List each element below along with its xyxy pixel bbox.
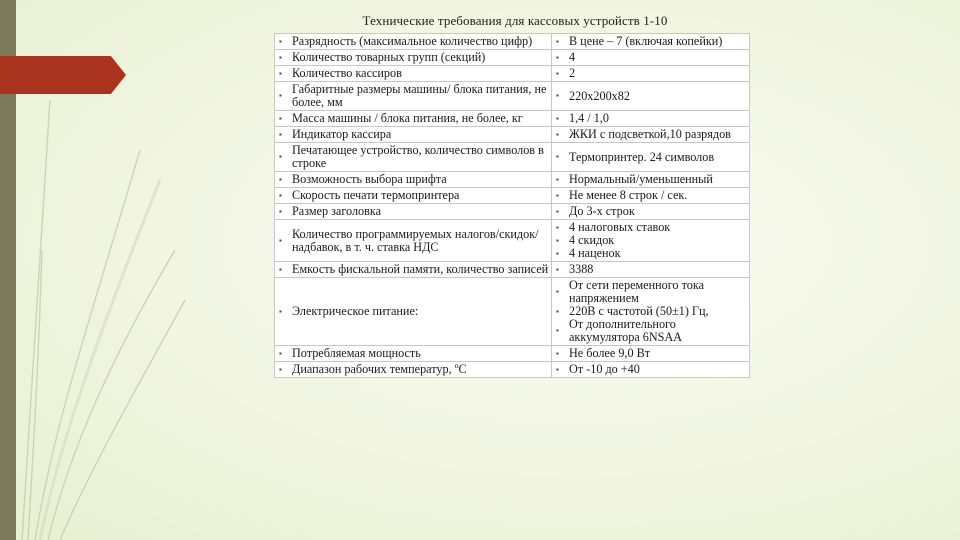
parameter-cell bbox=[275, 278, 552, 346]
parameter-cell bbox=[275, 362, 552, 378]
value-text: 4 налоговых ставок bbox=[569, 220, 671, 234]
bullet-icon: ▪ bbox=[556, 287, 559, 296]
bullet-icon: ▪ bbox=[556, 91, 559, 100]
bullet-icon: ▪ bbox=[556, 68, 559, 78]
value-text: Термопринтер. 24 символов bbox=[569, 149, 715, 164]
value-line bbox=[556, 172, 747, 186]
parameter-cell bbox=[275, 172, 552, 188]
table-row bbox=[275, 111, 750, 127]
bullet-icon: ▪ bbox=[556, 206, 559, 216]
bullet-icon: ▪ bbox=[279, 113, 282, 123]
value-text: Нормальный/уменьшенный bbox=[569, 172, 713, 186]
value-text: До 3-х строк bbox=[569, 204, 635, 218]
parameter-cell bbox=[275, 220, 552, 262]
bullet-icon: ▪ bbox=[556, 190, 559, 200]
parameter-cell bbox=[275, 127, 552, 143]
accent-arrow-shape bbox=[0, 56, 126, 94]
value-line bbox=[556, 204, 747, 218]
table-row bbox=[275, 34, 750, 50]
bullet-icon: ▪ bbox=[279, 306, 282, 316]
table-row bbox=[275, 220, 750, 262]
bullet-icon: ▪ bbox=[556, 235, 559, 245]
bullet-icon: ▪ bbox=[556, 152, 559, 161]
value-cell bbox=[552, 188, 750, 204]
bullet-icon: ▪ bbox=[556, 36, 559, 46]
value-cell bbox=[552, 278, 750, 346]
value-text: 2 bbox=[569, 66, 576, 80]
value-text: Не менее 8 строк / сек. bbox=[569, 188, 688, 202]
bullet-icon: ▪ bbox=[556, 326, 559, 335]
value-text: 4 скидок bbox=[569, 233, 615, 247]
value-line bbox=[556, 88, 747, 103]
parameter-cell bbox=[275, 346, 552, 362]
parameter-label: Электрическое питание: bbox=[292, 304, 419, 318]
parameter-cell bbox=[275, 82, 552, 111]
bullet-icon: ▪ bbox=[556, 129, 559, 139]
value-line bbox=[556, 66, 747, 80]
value-cell bbox=[552, 262, 750, 278]
value-text: В цене – 7 (включая копейки) bbox=[569, 34, 723, 48]
bullet-icon: ▪ bbox=[556, 113, 559, 123]
bullet-icon: ▪ bbox=[556, 174, 559, 184]
table-row bbox=[275, 362, 750, 378]
value-text: Не более 9,0 Вт bbox=[569, 346, 651, 360]
bullet-icon: ▪ bbox=[556, 248, 559, 258]
parameter-label: Возможность выбора шрифта bbox=[292, 172, 447, 186]
value-text: 220В с частотой (50±1) Гц, bbox=[569, 304, 709, 318]
table-row bbox=[275, 346, 750, 362]
bullet-icon: ▪ bbox=[279, 190, 282, 200]
bullet-icon: ▪ bbox=[279, 364, 282, 374]
parameter-label: Масса машины / блока питания, не более, кг bbox=[292, 111, 523, 125]
table-row bbox=[275, 127, 750, 143]
parameter-cell bbox=[275, 66, 552, 82]
value-cell bbox=[552, 66, 750, 82]
table-row bbox=[275, 172, 750, 188]
value-line bbox=[556, 188, 747, 202]
parameter-label: Размер заголовка bbox=[292, 204, 382, 218]
value-cell bbox=[552, 111, 750, 127]
value-line bbox=[556, 317, 747, 344]
value-cell bbox=[552, 346, 750, 362]
parameter-label: Скорость печати термопринтера bbox=[292, 188, 460, 202]
bullet-icon: ▪ bbox=[556, 364, 559, 374]
table-row bbox=[275, 188, 750, 204]
table-row bbox=[275, 262, 750, 278]
value-line bbox=[556, 149, 747, 164]
bullet-icon: ▪ bbox=[556, 348, 559, 358]
table-row bbox=[275, 278, 750, 346]
parameter-cell bbox=[275, 188, 552, 204]
value-text: От -10 до +40 bbox=[569, 362, 640, 376]
bullet-icon: ▪ bbox=[279, 348, 282, 358]
value-text: 1,4 / 1,0 bbox=[569, 111, 609, 125]
bullet-icon: ▪ bbox=[279, 68, 282, 78]
value-line bbox=[556, 111, 747, 125]
value-cell bbox=[552, 362, 750, 378]
bullet-icon: ▪ bbox=[556, 222, 559, 232]
bullet-icon: ▪ bbox=[556, 52, 559, 62]
parameter-label: Количество товарных групп (секций) bbox=[292, 50, 486, 64]
parameter-label: Емкость фискальной памяти, количество записей bbox=[292, 262, 549, 276]
table-row bbox=[275, 204, 750, 220]
parameter-label: Индикатор кассира bbox=[292, 127, 392, 141]
value-cell bbox=[552, 143, 750, 172]
bullet-icon: ▪ bbox=[556, 264, 559, 274]
parameter-cell bbox=[275, 34, 552, 50]
parameter-cell bbox=[275, 111, 552, 127]
value-cell bbox=[552, 82, 750, 111]
parameter-label: Потребляемая мощность bbox=[292, 346, 421, 360]
value-line bbox=[556, 346, 747, 360]
parameter-label: Габаритные размеры машины/ блока питания, не более, мм bbox=[292, 82, 547, 109]
value-text: ЖКИ с подсветкой,10 разрядов bbox=[569, 127, 731, 141]
bullet-icon: ▪ bbox=[279, 264, 282, 274]
value-line bbox=[556, 362, 747, 376]
parameter-cell bbox=[275, 204, 552, 220]
bullet-icon: ▪ bbox=[279, 91, 282, 100]
value-line bbox=[556, 278, 747, 305]
value-text: От сети переменного тока напряжением bbox=[569, 278, 704, 305]
value-cell bbox=[552, 127, 750, 143]
bullet-icon: ▪ bbox=[279, 152, 282, 161]
bullet-icon: ▪ bbox=[279, 52, 282, 62]
table-row bbox=[275, 143, 750, 172]
parameter-label: Количество программируемых налогов/скидок/надбавок, в т. ч. ставка НДС bbox=[292, 226, 539, 254]
value-text: 220х200х82 bbox=[569, 88, 630, 103]
parameter-cell bbox=[275, 262, 552, 278]
parameter-cell bbox=[275, 50, 552, 66]
table-row bbox=[275, 82, 750, 111]
value-cell bbox=[552, 172, 750, 188]
value-cell bbox=[552, 204, 750, 220]
value-line bbox=[556, 50, 747, 64]
bullet-icon: ▪ bbox=[556, 306, 559, 316]
value-line bbox=[556, 127, 747, 141]
value-text: 4 bbox=[569, 50, 576, 64]
value-cell bbox=[552, 220, 750, 262]
table-row bbox=[275, 66, 750, 82]
slide-title: Технические требования для кассовых устройств 1-10 bbox=[362, 13, 668, 28]
value-text: От дополнительного аккумулятора 6NSAA bbox=[569, 317, 683, 344]
parameter-label: Печатающее устройство, количество символов в строке bbox=[292, 143, 544, 170]
value-line bbox=[556, 246, 747, 260]
parameter-cell bbox=[275, 143, 552, 172]
value-cell bbox=[552, 50, 750, 66]
bullet-icon: ▪ bbox=[279, 174, 282, 184]
requirements-table bbox=[274, 33, 750, 378]
bullet-icon: ▪ bbox=[279, 235, 282, 245]
bullet-icon: ▪ bbox=[279, 36, 282, 46]
value-cell bbox=[552, 34, 750, 50]
value-text: 4 наценок bbox=[569, 246, 621, 260]
parameter-label: Диапазон рабочих температур, ºС bbox=[292, 362, 467, 376]
bullet-icon: ▪ bbox=[279, 206, 282, 216]
parameter-label: Количество кассиров bbox=[292, 66, 402, 80]
value-line bbox=[556, 34, 747, 48]
value-text: 3388 bbox=[569, 262, 594, 276]
value-line bbox=[556, 262, 747, 276]
bullet-icon: ▪ bbox=[279, 129, 282, 139]
table-row bbox=[275, 50, 750, 66]
parameter-label: Разрядность (максимальное количество цифр) bbox=[292, 34, 533, 48]
requirements-table-container bbox=[274, 33, 750, 378]
